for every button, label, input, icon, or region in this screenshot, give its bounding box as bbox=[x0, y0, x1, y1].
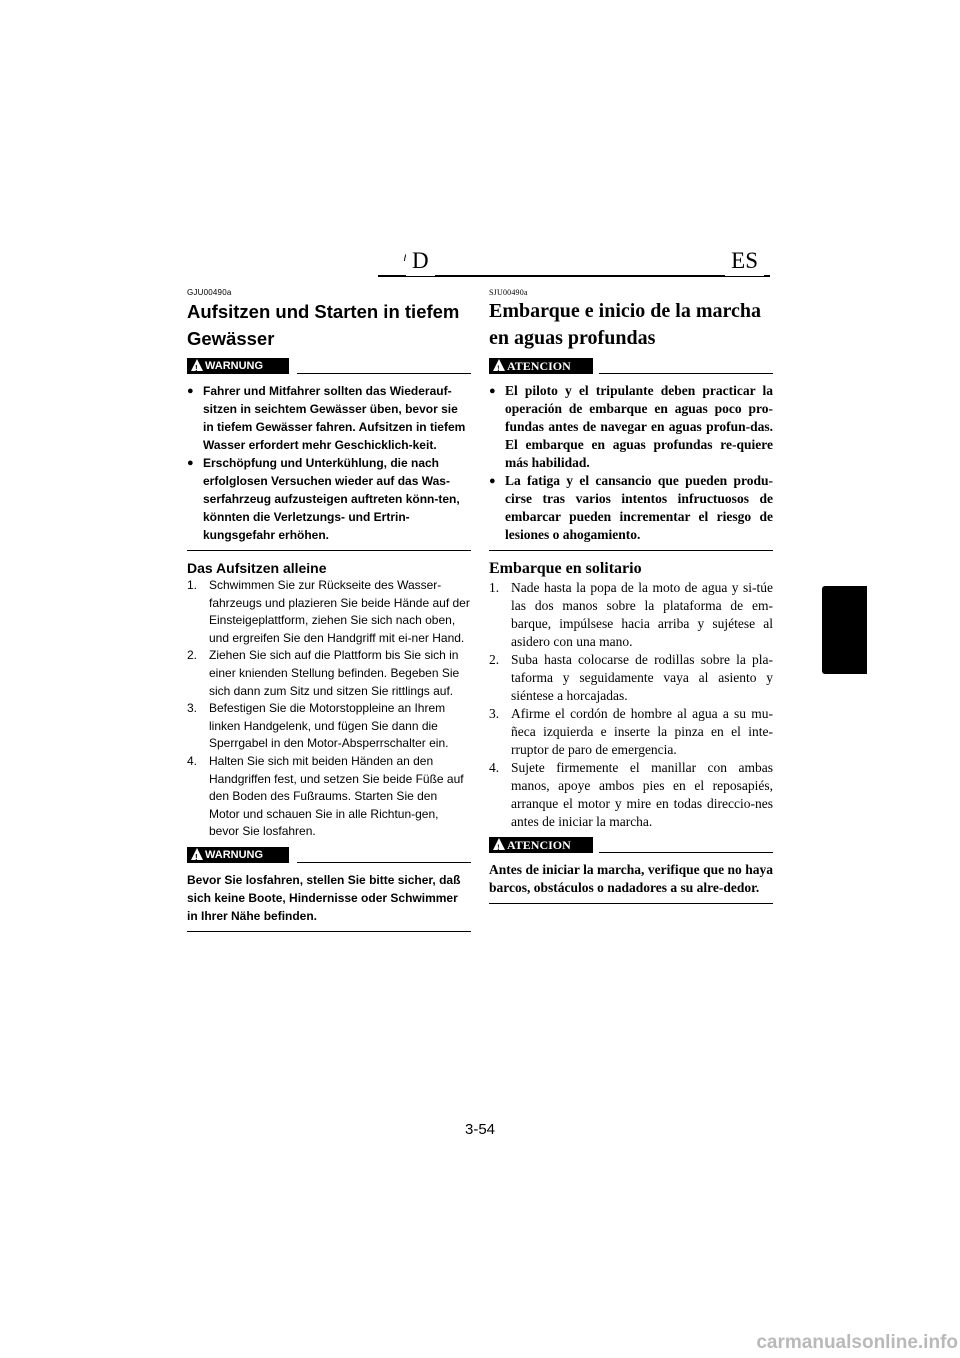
chapter-thumb-tab bbox=[822, 586, 867, 674]
step-item: 2. Ziehen Sie sich auf die Plattform bis Sie sich in einer knienden Stellung befinden. Begeben Sie sich dann zum Sitz und sitzen Sie rittlings auf. bbox=[187, 648, 460, 698]
warning-item: ● Erschöpfung und Unterkühlung, die nach erfolglosen Versuchen wieder auf das Was-serfahrzeug aufzusteigen auftreten könn-ten, könnten die Verletzungs- und Ertrin-kungsgefahr erhöhen. bbox=[187, 454, 471, 544]
step-item: 3. Afirme el cordón de hombre al agua a su mu-ñeca izquierda e inserte la pinza en el inte-rruptor de paro de emergencia. bbox=[489, 706, 773, 757]
step-item: 1. Nade hasta la popa de la moto de agua y si-túe las dos manos sobre la plataforma de em-barque, impúlsese hacia arriba y sujétese al asidero con una mano. bbox=[489, 580, 773, 649]
warning-header bbox=[489, 358, 773, 376]
warning-triangle-icon bbox=[493, 359, 505, 371]
warning-body bbox=[489, 861, 773, 904]
step-item: 1. Schwimmen Sie zur Rückseite des Wasser-fahrzeugs und plazieren Sie beide Hände auf der Einsteigeplattform, ziehen Sie sich nach oben, und ergreifen Sie den Handgriff mit ei-ner Hand. bbox=[187, 578, 470, 645]
warning-item: ● Fahrer und Mitfahrer sollten das Wiederauf-sitzen in seichtem Gewässer üben, bevor sie in tiefem Gewässer fahren. Aufsitzen in tiefem Wasser erfordert mehr Geschicklich-keit. bbox=[187, 382, 471, 454]
step-item: 3. Befestigen Sie die Motorstoppleine an Ihrem linken Handgelenk, und fügen Sie dann die Sperrgabel in den Motor-Absperrschalter ein. bbox=[187, 701, 449, 751]
step-item: 4. Halten Sie sich mit beiden Händen an den Handgriffen fest, und setzen Sie beide Füße auf den Boden des Fußraums. Starten Sie den Motor und schauen Sie in alle Richtun-gen, bevor Sie losfahren. bbox=[187, 753, 464, 839]
warning-label: ! WARNUNG bbox=[187, 847, 289, 863]
warning-label: ! WARNUNG bbox=[187, 358, 289, 374]
warning-item: ● La fatiga y el cansancio que pueden produ-cirse tras varios intentos infructuosos de embarcar pueden incrementar el riesgo de lesiones o ahogamiento. bbox=[489, 472, 773, 544]
warning-label: ! ATENCION bbox=[489, 358, 593, 374]
warning-body bbox=[187, 871, 471, 932]
warning-body bbox=[187, 382, 471, 551]
warning-rule bbox=[599, 373, 773, 374]
warning-triangle-icon bbox=[191, 848, 203, 860]
header-code-es: ES bbox=[725, 246, 764, 276]
steps-list bbox=[489, 579, 773, 831]
warning-label: ! ATENCION bbox=[489, 837, 593, 853]
subsection-title: Das Aufsitzen alleine bbox=[187, 560, 327, 576]
section-title: Aufsitzen und Starten in tiefem Gewässer bbox=[187, 301, 460, 349]
step-item: 2. Suba hasta colocarse de rodillas sobre la pla-taforma y seguidamente vaya al asiento y siéntese a horcajadas. bbox=[489, 652, 773, 703]
language-header bbox=[370, 246, 770, 276]
warning-item: ● El piloto y el tripulante deben practicar la operación de embarque en aguas poco pro-fundas antes de navegar en aguas profun-das. El embarque en aguas profundas re-quiere más habilidad. bbox=[489, 382, 773, 472]
step-item: 4. Sujete firmemente el manillar con ambas manos, apoye ambos pies en el reposapiés, arranque el motor y mire en todas direccio-nes antes de iniciar la marcha. bbox=[489, 760, 773, 829]
warning-triangle-icon bbox=[493, 838, 505, 850]
warning-rule bbox=[297, 862, 471, 863]
warning-text: Antes de iniciar la marcha, verifique que no haya barcos, obstáculos o nadadores a su alre-dedor. bbox=[489, 862, 773, 895]
warning-rule bbox=[297, 373, 471, 374]
column-german bbox=[187, 288, 471, 932]
warning-header bbox=[187, 847, 471, 865]
subsection-title: Embarque en solitario bbox=[489, 560, 642, 577]
section-code: GJU00490a bbox=[187, 288, 232, 297]
warning-header bbox=[489, 837, 773, 855]
warning-text: Bevor Sie losfahren, stellen Sie bitte sicher, daß sich keine Boote, Hindernisse oder Schwimmer in Ihrer Nähe befinden. bbox=[187, 872, 461, 923]
watermark-text: carmanualsonline.info bbox=[756, 1332, 958, 1353]
warning-header bbox=[187, 358, 471, 376]
section-code: SJU00490a bbox=[489, 288, 528, 297]
page-number: 3-54 bbox=[464, 1121, 496, 1138]
header-code-de: D bbox=[406, 246, 435, 276]
section-title: Embarque e inicio de la marcha en aguas profundas bbox=[489, 300, 762, 349]
header-rule bbox=[378, 275, 770, 277]
steps-list bbox=[187, 577, 471, 841]
column-spanish bbox=[489, 288, 773, 904]
warning-rule bbox=[599, 852, 773, 853]
warning-triangle-icon bbox=[191, 359, 203, 371]
warning-body bbox=[489, 382, 773, 551]
